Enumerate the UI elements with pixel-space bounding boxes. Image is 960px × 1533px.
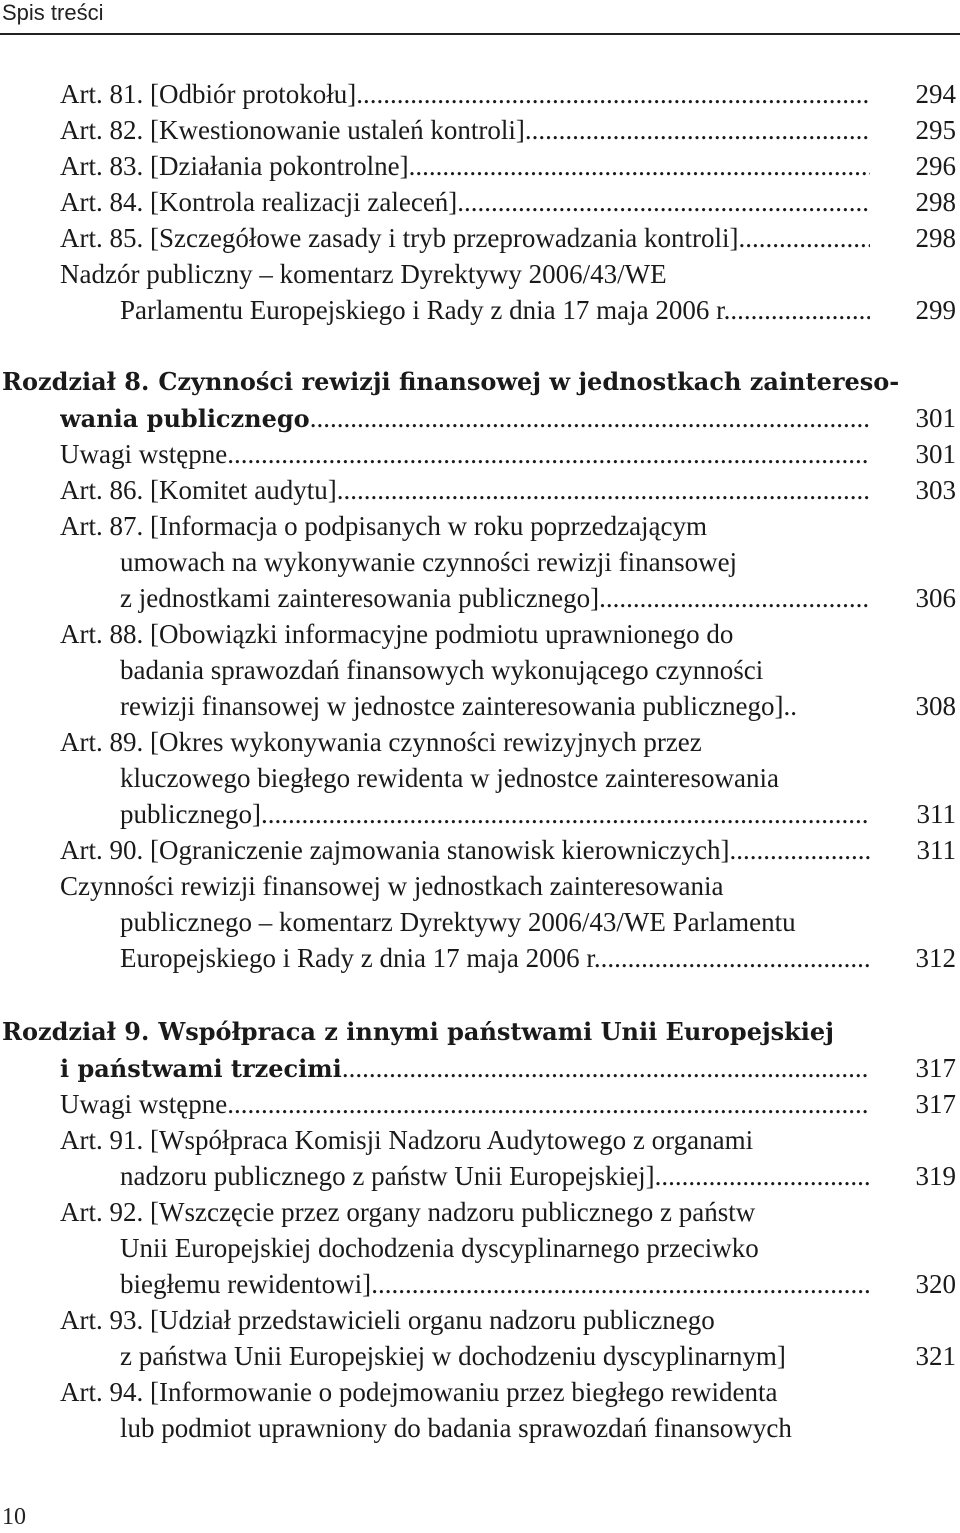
toc-page-number: 311 <box>916 835 956 865</box>
toc-entry <box>0 400 960 436</box>
toc-entry-text: publicznego] <box>120 799 261 829</box>
dot-leader <box>457 184 870 220</box>
toc-entry <box>0 1230 960 1266</box>
chapter-heading <box>0 364 960 400</box>
dot-leader <box>409 148 870 184</box>
toc-page-number: 296 <box>915 151 956 181</box>
toc-entry <box>0 1194 960 1230</box>
chapter-title: Współpraca z innymi państwami Unii Europejskiej <box>158 1017 834 1046</box>
dot-leader <box>371 1266 870 1302</box>
toc-entry-text: Art. 85. [Szczegółowe zasady i tryb przeprowadzania kontroli] <box>60 223 739 253</box>
toc-entry <box>0 1266 960 1302</box>
toc-page-number: 301 <box>915 439 956 469</box>
toc-page-number: 299 <box>915 295 956 325</box>
chapter-title: Czynności rewizji finansowej w jednostkach zaintereso- <box>158 367 900 396</box>
dot-leader <box>730 832 870 868</box>
toc-entry <box>0 1338 960 1374</box>
toc-entry <box>0 1050 960 1086</box>
toc-page-number: 317 <box>915 1089 956 1119</box>
toc-entry <box>0 1122 960 1158</box>
toc-entry-text: Art. 83. [Działania pokontrolne] <box>60 151 409 181</box>
toc-page-number: 320 <box>915 1269 956 1299</box>
chapter-label: Rozdział 9. <box>2 1017 150 1046</box>
toc-entry <box>0 112 960 148</box>
toc-entry-text: Art. 93. [Udział przedstawicieli organu nadzoru publicznego <box>60 1305 715 1335</box>
toc-entry-text: Czynności rewizji finansowej w jednostkach zainteresowania <box>60 871 724 901</box>
toc-entry <box>0 220 960 256</box>
dot-leader <box>599 580 870 616</box>
toc-entry <box>0 832 960 868</box>
dot-leader <box>655 1158 870 1194</box>
toc-entry-text: badania sprawozdań finansowych wykonującego czynności <box>120 655 764 685</box>
toc-page-number: 303 <box>915 475 956 505</box>
toc-entry <box>0 868 960 904</box>
toc-entry <box>0 1374 960 1410</box>
toc-entry <box>0 148 960 184</box>
toc-entry <box>0 904 960 940</box>
toc-page-number: 306 <box>915 583 956 613</box>
toc-entry <box>0 652 960 688</box>
dot-leader <box>356 76 870 112</box>
toc-entry <box>0 544 960 580</box>
toc-entry <box>0 760 960 796</box>
dot-leader <box>342 1050 870 1086</box>
toc-entry-text: umowach na wykonywanie czynności rewizji finansowej <box>120 547 738 577</box>
toc-page-number: 298 <box>915 223 956 253</box>
toc-entry <box>0 256 960 292</box>
toc-entry-text: Uwagi wstępne <box>60 1089 228 1119</box>
chapter-title-cont: i państwami trzecimi <box>60 1054 342 1083</box>
toc-page-number: 294 <box>915 79 956 109</box>
toc-entry-text: Art. 81. [Odbiór protokołu] <box>60 79 357 109</box>
toc-entry <box>0 580 960 616</box>
dot-leader <box>601 940 870 976</box>
toc-entry <box>0 76 960 112</box>
toc-page-number: 298 <box>915 187 956 217</box>
toc-entry-text: biegłemu rewidentowi] <box>120 1269 372 1299</box>
toc-entry-text: Art. 89. [Okres wykonywania czynności rewizyjnych przez <box>60 727 702 757</box>
toc-entry <box>0 472 960 508</box>
toc-entry-text: Art. 88. [Obowiązki informacyjne podmiotu uprawnionego do <box>60 619 734 649</box>
toc-entry-text: Art. 92. [Wszczęcie przez organy nadzoru publicznego z państw <box>60 1197 756 1227</box>
toc-page-number: 321 <box>915 1341 956 1371</box>
toc-entry <box>0 1086 960 1122</box>
toc-entry <box>0 796 960 832</box>
dot-leader <box>261 796 870 832</box>
chapter-heading <box>0 1014 960 1050</box>
toc-entry <box>0 508 960 544</box>
toc-page-number: 301 <box>915 403 956 433</box>
toc-entry-text: Nadzór publiczny – komentarz Dyrektywy 2006/43/WE <box>60 259 667 289</box>
toc-entry <box>0 724 960 760</box>
dot-leader <box>730 292 870 328</box>
toc-entry-text: Art. 91. [Współpraca Komisji Nadzoru Audytowego z organami <box>60 1125 754 1155</box>
toc-entry <box>0 292 960 328</box>
toc-page-number: 311 <box>916 799 956 829</box>
page-number: 10 <box>2 1504 26 1530</box>
toc-entry-text: z jednostkami zainteresowania publicznego] <box>120 583 600 613</box>
toc-entry-text: Art. 87. [Informacja o podpisanych w roku poprzedzającym <box>60 511 708 541</box>
running-head: Spis treści <box>2 0 104 25</box>
dot-leader <box>310 400 870 436</box>
toc-entry-text: Europejskiego i Rady z dnia 17 maja 2006 r. <box>120 943 601 973</box>
toc-page-number: 308 <box>915 691 956 721</box>
toc-entry-text: nadzoru publicznego z państw Unii Europejskiej] <box>120 1161 655 1191</box>
toc-page-number: 319 <box>915 1161 956 1191</box>
toc-entry <box>0 1158 960 1194</box>
toc-entry-text: kluczowego biegłego rewidenta w jednostce zainteresowania <box>120 763 779 793</box>
dot-leader <box>227 436 870 472</box>
toc-entry-text: Art. 94. [Informowanie o podejmowaniu przez biegłego rewidenta <box>60 1377 778 1407</box>
toc-entry-text: publicznego – komentarz Dyrektywy 2006/43/WE Parlamentu <box>120 907 796 937</box>
toc-entry-text: Unii Europejskiej dochodzenia dyscyplinarnego przeciwko <box>120 1233 759 1263</box>
toc-page-number: 312 <box>915 943 956 973</box>
header-rule <box>0 33 960 35</box>
toc-entry <box>0 688 960 724</box>
toc-entry-text: z państwa Unii Europejskiej w dochodzeniu dyscyplinarnym] <box>120 1341 786 1371</box>
dot-leader <box>525 112 870 148</box>
chapter-title-cont: wania publicznego <box>60 404 310 433</box>
toc-entry-text: Parlamentu Europejskiego i Rady z dnia 17 maja 2006 r. <box>120 295 731 325</box>
toc-entry-text: lub podmiot uprawniony do badania sprawozdań finansowych <box>120 1413 792 1443</box>
toc-entry-text: Uwagi wstępne <box>60 439 228 469</box>
toc-entry-text: Art. 86. [Komitet audytu] <box>60 475 337 505</box>
toc-page-number: 295 <box>915 115 956 145</box>
toc-entry-text: Art. 82. [Kwestionowanie ustaleń kontroli] <box>60 115 525 145</box>
dot-leader <box>227 1086 870 1122</box>
toc-entry <box>0 184 960 220</box>
dot-leader <box>337 472 870 508</box>
toc-entry-text: rewizji finansowej w jednostce zainteresowania publicznego].. <box>120 691 797 721</box>
toc-entry <box>0 436 960 472</box>
toc-entry <box>0 1302 960 1338</box>
toc-entry-text: Art. 90. [Ograniczenie zajmowania stanowisk kierowniczych] <box>60 835 730 865</box>
dot-leader <box>739 220 871 256</box>
toc-entry <box>0 940 960 976</box>
toc-entry-text: Art. 84. [Kontrola realizacji zaleceń] <box>60 187 458 217</box>
toc-entry <box>0 616 960 652</box>
toc-entry <box>0 1410 960 1446</box>
chapter-label: Rozdział 8. <box>2 367 150 396</box>
toc-page-number: 317 <box>915 1053 956 1083</box>
